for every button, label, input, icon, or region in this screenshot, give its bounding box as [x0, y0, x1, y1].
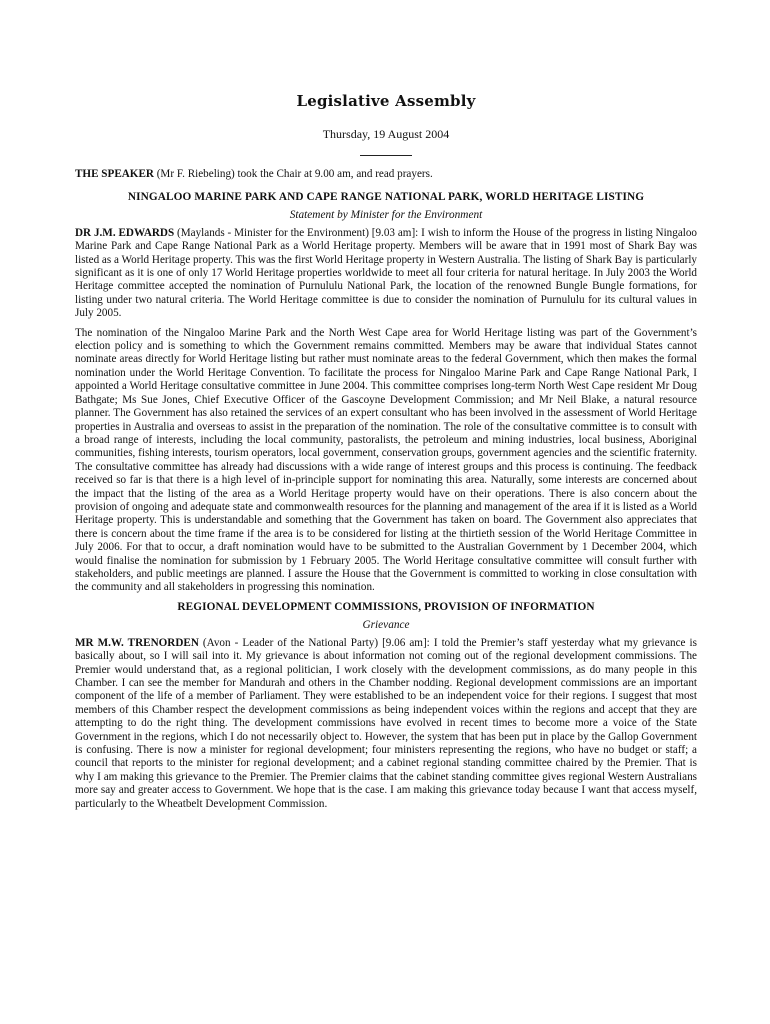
- edwards-paragraph-1-text: (Maylands - Minister for the Environment) [9.03 am]: I wish to inform the House of the progress in listing Ningaloo Marine Park and Cape Range National Park as a World Heritage property. Members will be aware that in 1991 most of Shark Bay was listed as a World Heritage property. This was the first World Heritage property in Western Australia. The listing of Shark Bay is particularly significant as it is one of only 17 World Heritage properties worldwide to meet all four criteria for natural heritage. In July 2003 the World Heritage committee accepted the nomination of Purnululu National Park, the location of the renowned Bungle Bungle formations, for listing under two natural criteria. The World Heritage committee is due to consider the nomination of Purnululu for its cultural values in July 2005.: [75, 226, 698, 320]
- speaker-name: THE SPEAKER: [75, 168, 154, 181]
- trenorden-paragraph-1-text: (Avon - Leader of the National Party) [9.06 am]: I told the Premier’s staff yesterday what my grievance is basically about, so I will sail into it. My grievance is about information not coming out of the regional development commissions. The Premier would understand that, as a regional politician, I work closely with the development commissions, as do many people in this Chamber. I can see the member for Mandurah and others in the Chamber nodding. Regional development commissions are an important component of the life of a member of Parliament. They were established to be an independent voice for their regions. I suggest that most members of this Chamber respect the development commissions as being independent voices within the regions and accept that they are attempting to do the right thing. The development commissions have evolved in recent times to become more a voice of the State Government in the regions, which I do not necessarily object to. However, the system that has been put in place by the Gallop Government is confusing. There is now a minister for regional development; four ministers representing the regions, who have no budget or staff; a council that reports to the minister for regional development; and a cabinet regional standing committee chaired by the Premier. That is why I am making this grievance to the Premier. The Premier claims that the cabinet standing committee gives regional Western Australians more say and greater access to Government. We hope that is the case. I am making this grievance today because I want that access myself, particularly to the Wheatbelt Development Commission.: [75, 636, 697, 810]
- member-name-trenorden: MR M.W. TRENORDEN: [75, 636, 199, 649]
- section-subheading-grievance: Grievance: [362, 618, 410, 631]
- house-title: Legislative Assembly: [296, 92, 476, 110]
- section-heading-ningaloo: NINGALOO MARINE PARK AND CAPE RANGE NATIONAL PARK, WORLD HERITAGE LISTING: [127, 190, 645, 203]
- section-heading-regional-development: REGIONAL DEVELOPMENT COMMISSIONS, PROVISION OF INFORMATION: [177, 600, 595, 613]
- trenorden-paragraph-1: [75, 637, 697, 811]
- sitting-date: Thursday, 19 August 2004: [322, 127, 450, 141]
- edwards-paragraph-1: [75, 227, 697, 321]
- opening-paragraph: [75, 168, 697, 181]
- divider-rule: [360, 155, 412, 156]
- section-subheading-statement: Statement by Minister for the Environment: [289, 208, 483, 221]
- opening-text: (Mr F. Riebeling) took the Chair at 9.00 am, and read prayers.: [153, 168, 433, 181]
- edwards-paragraph-2: The nomination of the Ningaloo Marine Park and the North West Cape area for World Heritage listing was part of the Government’s election policy and is something to which the Government remains committed. Members may be aware that individual States cannot nominate areas directly for World Heritage listing but rather must nominate areas to the federal Government, which then makes the formal nomination under the World Heritage Convention. To facilitate the process for Ningaloo Marine Park and Cape Range National Park, I appointed a World Heritage consultative committee in June 2004. This committee comprises long-term North West Cape resident Mr Doug Bathgate; Ms Sue Jones, Chief Executive Officer of the Gascoyne Development Commission; and Mr Neil Blake, a natural resource planner. The Government has also retained the services of an expert consultant who has been involved in the assessment of World Heritage properties in Australia and overseas to assist in the preparation of the nomination. The role of the consultative committee is to consult with a broad range of interests, including the local community, pastoralists, the petroleum and mining industries, local business, Aboriginal communities, fishing interests, tourism operators, local government, conservation groups, government agencies and the scientific fraternity. The consultative committee has already had discussions with a wide range of interest groups and this process is continuing. The feedback received so far is that there is a high level of in-principle support for nominating this area. Naturally, some interests are concerned about the impact that the listing of the area as a World Heritage property would have on their operations. There is also concern about the provision of ongoing and adequate state and commonwealth resources for the planning and management of the area if it is listed as a World Heritage property. This is understandable and something that the Government has taken on board. The Government also appreciates that there is concern about the time frame if the area is to be considered for listing at the thirtieth session of the World Heritage Committee in July 2006. For that to occur, a draft nomination would have to be submitted to the Australian Government by 1 December 2004, which would finalise the nomination for submission by 1 February 2005. The World Heritage consultative committee will consult further with stakeholders, and public meetings are planned. I assure the House that the Government is committed to working in close consultation with the community and all stakeholders in progressing this nomination.: [75, 326, 697, 594]
- member-name-edwards: DR J.M. EDWARDS: [75, 226, 175, 239]
- hansard-page: [75, 92, 697, 811]
